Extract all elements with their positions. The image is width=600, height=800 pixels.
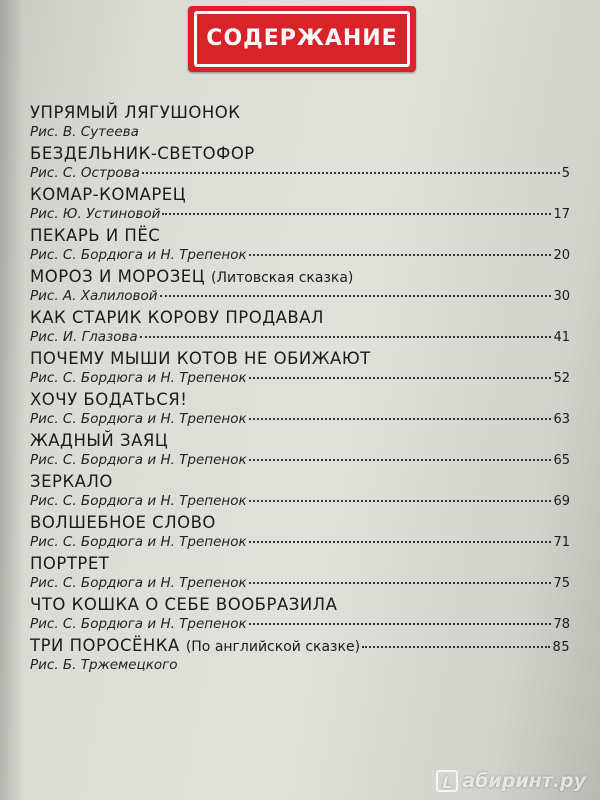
toc-illustrator-line bbox=[30, 575, 570, 594]
toc-illustrator-line bbox=[30, 370, 570, 389]
toc-page-number: 5 bbox=[561, 166, 570, 181]
toc-title-line bbox=[30, 267, 570, 288]
toc-page-number: 75 bbox=[553, 576, 570, 591]
toc-leader-dots bbox=[249, 500, 552, 502]
toc-page-number: 71 bbox=[553, 535, 570, 550]
toc-illustrator-line bbox=[30, 165, 570, 184]
watermark-mark: L bbox=[436, 770, 458, 792]
toc-title-line bbox=[30, 390, 570, 411]
toc-title: ХОЧУ БОДАТЬСЯ! bbox=[30, 390, 188, 409]
toc-leader-dots bbox=[249, 541, 552, 543]
watermark-logo bbox=[436, 770, 586, 792]
toc-leader-dots bbox=[249, 459, 552, 461]
toc-title-note: (По английской сказке) bbox=[185, 639, 361, 655]
toc-illustrator-line bbox=[30, 452, 570, 471]
toc-title-line bbox=[30, 595, 570, 616]
toc-entry bbox=[30, 308, 570, 349]
toc-illustrator: Рис. С. Бордюга и Н. Трепенок bbox=[30, 452, 247, 468]
toc-title-line bbox=[30, 144, 570, 165]
toc-illustrator-line bbox=[30, 657, 570, 676]
toc-illustrator: Рис. С. Бордюга и Н. Трепенок bbox=[30, 411, 247, 427]
toc-illustrator: Рис. Ю. Устиновой bbox=[30, 206, 161, 222]
toc-leader-dots bbox=[362, 646, 550, 648]
toc-entry bbox=[30, 554, 570, 595]
toc-leader-dots bbox=[249, 623, 552, 625]
toc-illustrator: Рис. С. Бордюга и Н. Трепенок bbox=[30, 370, 247, 386]
toc-illustrator-line bbox=[30, 124, 570, 143]
toc-leader-dots bbox=[160, 295, 552, 297]
toc-page-number: 69 bbox=[553, 494, 570, 509]
toc-illustrator: Рис. С. Бордюга и Н. Трепенок bbox=[30, 493, 247, 509]
toc-leader-dots bbox=[142, 172, 560, 174]
toc-title: КАК СТАРИК КОРОВУ ПРОДАВАЛ bbox=[30, 308, 324, 327]
toc-title: ВОЛШЕБНОЕ СЛОВО bbox=[30, 513, 216, 532]
toc-title-line bbox=[30, 554, 570, 575]
toc-entry bbox=[30, 185, 570, 226]
toc-title-line bbox=[30, 431, 570, 452]
toc-page-number: 30 bbox=[553, 289, 570, 304]
toc-title: ЧТО КОШКА О СЕБЕ ВООБРАЗИЛА bbox=[30, 595, 338, 614]
watermark-text: абиринт.ру bbox=[462, 770, 586, 792]
toc-illustrator: Рис. С. Бордюга и Н. Трепенок bbox=[30, 575, 247, 591]
toc-title: МОРОЗ И МОРОЗЕЦ bbox=[30, 267, 206, 286]
toc-title: БЕЗДЕЛЬНИК-СВЕТОФОР bbox=[30, 144, 255, 163]
toc-illustrator: Рис. С. Бордюга и Н. Трепенок bbox=[30, 247, 247, 263]
toc-page-number: 78 bbox=[553, 617, 570, 632]
toc-illustrator: Рис. С. Острова bbox=[30, 165, 140, 181]
toc-title-line bbox=[30, 226, 570, 247]
toc-entry bbox=[30, 472, 570, 513]
toc-illustrator-line bbox=[30, 534, 570, 553]
toc-title: ТРИ ПОРОСЁНКА bbox=[30, 636, 180, 655]
toc-title-line bbox=[30, 308, 570, 329]
toc-title: КОМАР-КОМАРЕЦ bbox=[30, 185, 187, 204]
toc-title: ПЕКАРЬ И ПЁС bbox=[30, 226, 161, 245]
toc-title-line bbox=[30, 349, 570, 370]
toc-illustrator: Рис. А. Халиловой bbox=[30, 288, 158, 304]
toc-illustrator: Рис. В. Сутеева bbox=[30, 124, 139, 140]
toc-leader-dots bbox=[249, 418, 552, 420]
contents-heading-badge bbox=[188, 6, 416, 72]
toc-illustrator: Рис. Б. Тржемецкого bbox=[30, 657, 178, 673]
toc-title: ПОРТРЕТ bbox=[30, 554, 110, 573]
toc-page-number: 41 bbox=[553, 330, 570, 345]
toc-leader-dots bbox=[249, 377, 552, 379]
toc-page-number: 85 bbox=[552, 640, 570, 655]
toc-illustrator: Рис. С. Бордюга и Н. Трепенок bbox=[30, 534, 247, 550]
toc-entry bbox=[30, 595, 570, 636]
toc-title: ЖАДНЫЙ ЗАЯЦ bbox=[30, 431, 169, 450]
toc-illustrator-line bbox=[30, 288, 570, 307]
toc-title-line bbox=[30, 185, 570, 206]
toc-illustrator-line bbox=[30, 247, 570, 266]
toc-title-line bbox=[30, 513, 570, 534]
toc-title: ЗЕРКАЛО bbox=[30, 472, 113, 491]
toc-page-number: 52 bbox=[553, 371, 570, 386]
toc-title-line bbox=[30, 472, 570, 493]
toc-illustrator-line bbox=[30, 329, 570, 348]
page-shadow bbox=[0, 0, 24, 800]
toc-leader-dots bbox=[140, 336, 552, 338]
toc-illustrator-line bbox=[30, 206, 570, 225]
toc-title: УПРЯМЫЙ ЛЯГУШОНОК bbox=[30, 103, 241, 122]
toc-title-note: (Литовская сказка) bbox=[211, 270, 354, 286]
toc-title-line bbox=[30, 103, 570, 124]
toc-entry bbox=[30, 349, 570, 390]
toc-title: ПОЧЕМУ МЫШИ КОТОВ НЕ ОБИЖАЮТ bbox=[30, 349, 371, 368]
toc-entry bbox=[30, 103, 570, 144]
toc-title-line bbox=[30, 636, 570, 657]
toc-illustrator-line bbox=[30, 411, 570, 430]
toc-entry bbox=[30, 267, 570, 308]
toc-illustrator-line bbox=[30, 493, 570, 512]
toc-page-number: 63 bbox=[553, 412, 570, 427]
toc-illustrator: Рис. И. Глазова bbox=[30, 329, 138, 345]
toc-page-number: 17 bbox=[553, 207, 570, 222]
toc-entry bbox=[30, 390, 570, 431]
toc-page-number: 20 bbox=[553, 248, 570, 263]
table-of-contents bbox=[30, 103, 570, 677]
toc-illustrator-line bbox=[30, 616, 570, 635]
toc-entry bbox=[30, 144, 570, 185]
toc-leader-dots bbox=[162, 213, 551, 215]
toc-entry bbox=[30, 636, 570, 677]
toc-entry bbox=[30, 431, 570, 472]
toc-leader-dots bbox=[249, 254, 552, 256]
toc-page-number: 65 bbox=[553, 453, 570, 468]
toc-entry bbox=[30, 513, 570, 554]
toc-illustrator: Рис. С. Бордюга и Н. Трепенок bbox=[30, 616, 247, 632]
contents-heading: СОДЕРЖАНИЕ bbox=[206, 26, 398, 51]
toc-entry bbox=[30, 226, 570, 267]
toc-leader-dots bbox=[249, 582, 552, 584]
